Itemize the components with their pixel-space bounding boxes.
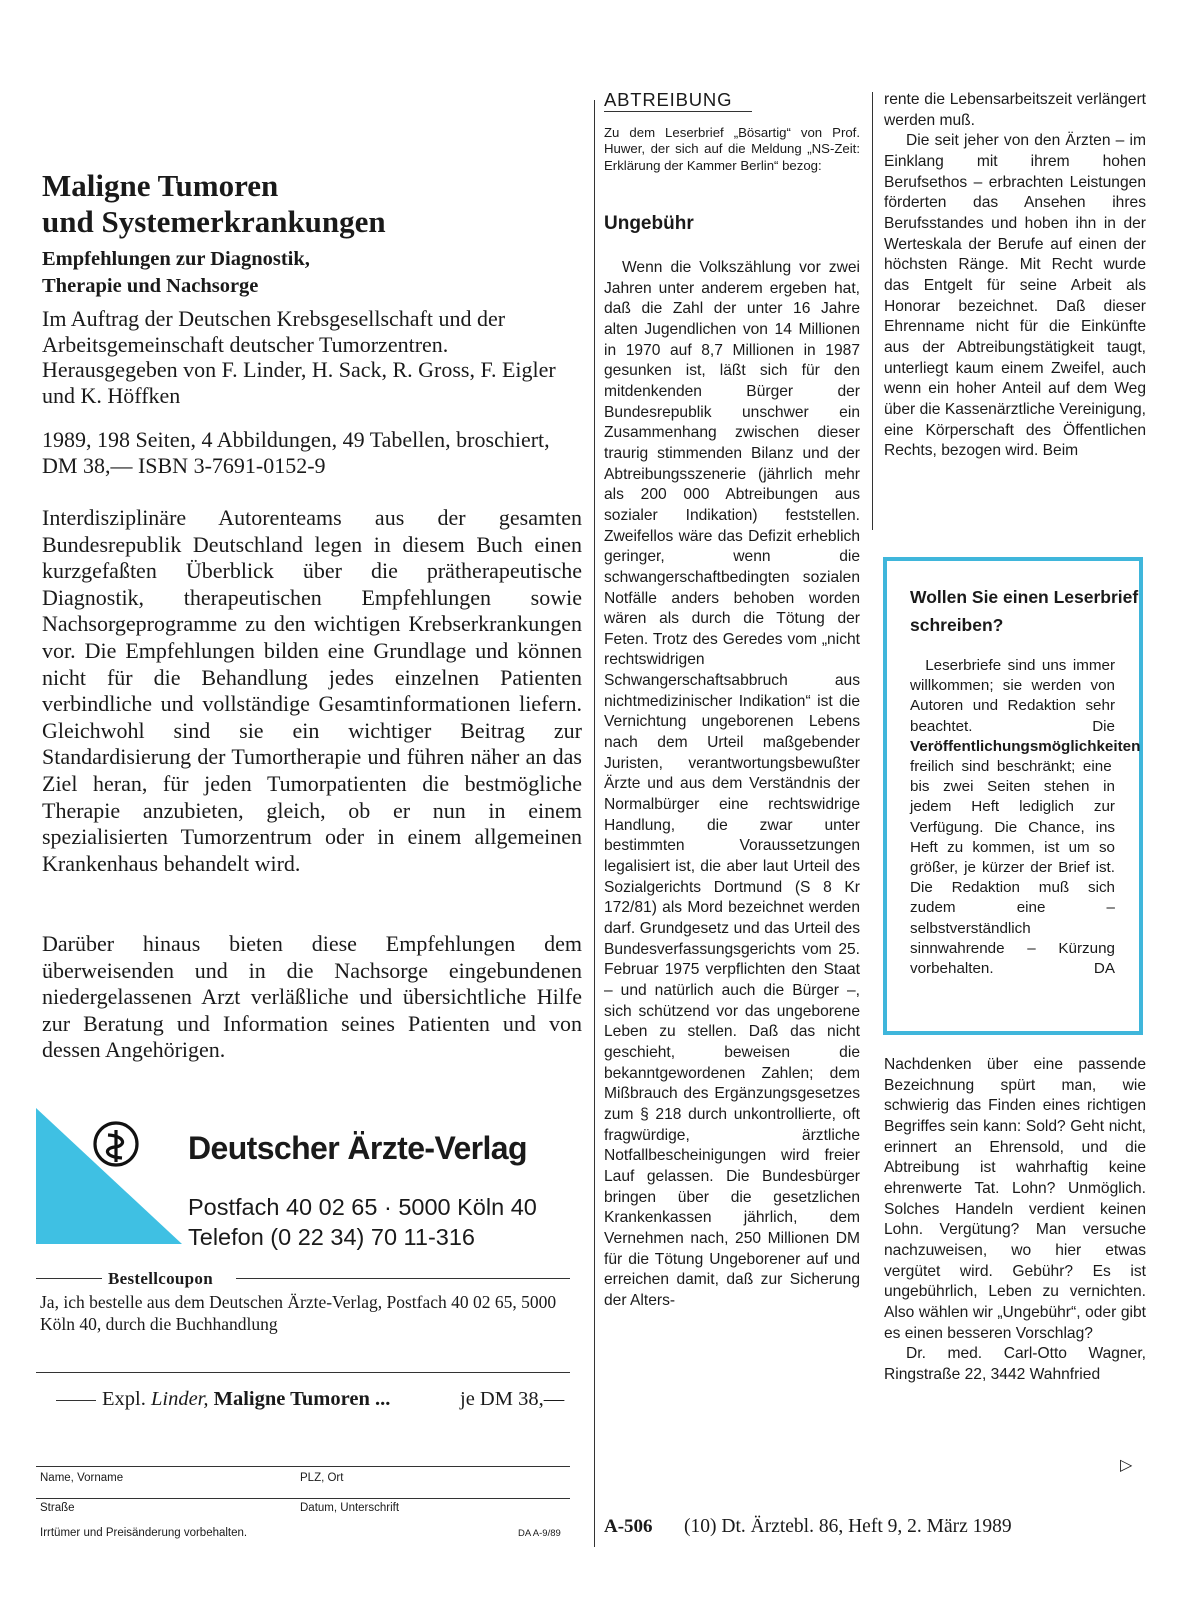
field-label-date: Datum, Unterschrift: [300, 1502, 400, 1514]
publisher-address: [188, 1192, 537, 1252]
continue-arrow-icon: ▷: [1120, 1455, 1133, 1474]
letter-body-right-top: [884, 90, 1146, 462]
coupon-rule: [36, 1372, 570, 1373]
book-commission: Im Auftrag der Deutschen Krebsgesellschaft und der Arbeitsgemeinschaft deutscher Tumorzentren. Herausgegeben von F. Linder, H. Sack, R. Gross, F. Eigler und K. Höffken: [42, 306, 556, 408]
callout-body: [910, 656, 1141, 979]
column-divider: [594, 100, 595, 1547]
letter-author: Dr. med. Carl-Otto Wagner, Ringstraße 22, 3442 Wahnfried: [884, 1345, 1146, 1383]
street-date-field-line[interactable]: [36, 1498, 570, 1499]
order-quantity-field[interactable]: [56, 1400, 96, 1401]
field-label-street: Straße: [40, 1502, 75, 1514]
page-number: A-506: [604, 1516, 653, 1537]
letter-paragraph: rente die Lebensarbeitszeit verlängert werden muß.: [884, 91, 1146, 129]
letter-paragraph: Die seit jeher von den Ärzten – im Einklang mit ihrem hohen Berufsethos – erbrachten Leistungen förderten das Ansehen ihres Berufsstandes und hoben ihn in der Werteskala der Berufe auf einen der höchsten Ränge. Mit Recht wurde das Entgelt für seine Arbeit als Honorar bezeichnet. Daß dieser Ehrenname nicht für die Einkünfte aus der Abtreibungstätigkeit taugt, unterliegt kaum einem Zweifel, auch wenn ein hoher Anteil auf dem Weg über die Kassenärztliche Vereinigung, eine Körperschaft des Öffentlichen Rechts, bezogen wird. Beim: [884, 132, 1146, 460]
book-subtitle-line2: Therapie und Nachsorge: [42, 275, 259, 297]
callout-title: Wollen Sie einen Leserbrief schreiben?: [910, 587, 1139, 635]
field-label-name: Name, Vorname: [40, 1472, 124, 1484]
letter-body-right-bottom: [884, 1055, 1146, 1386]
aesculapius-icon: [95, 1123, 137, 1165]
coupon-price: je DM 38,—: [460, 1388, 565, 1410]
journal-citation: (10) Dt. Ärztebl. 86, Heft 9, 2. März 1989: [684, 1516, 1012, 1537]
book-details: 1989, 198 Seiten, 4 Abbildungen, 49 Tabellen, broschiert, DM 38,— ISBN 3-7691-0152-9: [42, 427, 550, 478]
book-description-paragraph: Interdisziplinäre Autorenteams aus der gesamten Bundesrepublik Deutschland legen in diesem Buch einen kurzgefaßten Überblick über die prätherapeutische Diagnostik, therapeutischen Empfehlungen sowie Nachsorgeprogramme zu den wichtigen Krebserkrankungen vor. Die Empfehlungen bilden eine Grundlage und können nicht für die Behandlung jedes einzelnen Patienten verbindliche und vollständige Gesamtinformationen liefern. Gleichwohl sind sie ein wichtiger Beitrag zur Standardisierung der Tumortherapie und führen näher an das Ziel heran, für jeden Tumorpatienten die bestmögliche Therapie anzubieten, gleich, ob er nun in einem spezialisierten Tumorzentrum oder in einem allgemeinen Krankenhaus behandelt wird.: [42, 505, 582, 876]
name-address-field-line[interactable]: [36, 1466, 570, 1467]
coupon-rule: [36, 1278, 102, 1279]
section-rule: [604, 111, 752, 112]
letter-intro: Zu dem Leserbrief „Bösartig“ von Prof. Huwer, der sich auf die Meldung „NS-Zeit: Erklärung der Kammer Berlin“ bezog:: [604, 125, 860, 173]
order-title: Maligne Tumoren ...: [208, 1388, 391, 1410]
coupon-text: Ja, ich bestelle aus dem Deutschen Ärzte-Verlag, Postfach 40 02 65, 5000 Köln 40, durch die Buchhandlung: [40, 1292, 557, 1334]
column-divider: [872, 92, 873, 530]
callout-text: freilich sind beschränkt; eine bis zwei Seiten stehen in jedem Heft lediglich zur Verfügung. Die Chance, ins Heft zu kommen, ist um so größer, je kürzer der Brief ist. Die Redaktion muß sich zudem eine – selbstverständlich sinnwahrende – Kürzung vorbehalten.: [910, 758, 1115, 978]
coupon-disclaimer: Irrtümer und Preisänderung vorbehalten.: [40, 1527, 248, 1539]
order-prefix: Expl.: [102, 1388, 151, 1410]
letter-headline: Ungebühr: [604, 213, 694, 234]
field-label-plz: PLZ, Ort: [300, 1472, 344, 1484]
letter-body-middle: Wenn die Volkszählung vor zwei Jahren unter anderem ergeben hat, daß die Zahl der unter 16 Jahre alten Jugendlichen von 14 Millionen in 1970 auf 8,7 Millionen in 1987 gesunken ist, läßt sich für den mitdenkenden Bürger der Bundesrepublik unschwer ein Zusammenhang zwischen dieser traurig stimmenden Bilanz und der Abtreibungsszenerie (jährlich mehr als 200 000 Abtreibungen aus sozialer Indikation) feststellen. Zweifellos wäre das Defizit erheblich geringer, wenn die schwangerschaftbedingten sozialen Notfälle anders behoben worden wären als durch die Tötung der Feten. Trotz des Geredes vom „nicht rechtswidrigen Schwangerschaftsabbruch aus nichtmedizinischer Indikation“ ist die Vernichtung ungeborenen Lebens nach dem Urteil maßgebender Juristen, verantwortungsbewußter Ärzte und aus dem Verständnis der Normalbürger eine rechtswidrige Handlung, die zwar unter bestimmten Voraussetzungen legalisiert ist, die aber laut Urteil des Sozialgerichts Dortmund (S 8 Kr 172/81) als Mord bezeichnet werden darf. Grundgesetz und das Urteil des Bundesverfassungsgerichts vom 25. Februar 1975 verpflichten den Staat – und natürlich auch die Bürger –, sich schützend vor das ungeborene Leben zu stellen. Daß das nicht geschieht, beweisen die bekanntgewordenen Zahlen; dem Mißbrauch des Ergänzungsgesetzes zum § 218 durch unkontrollierte, oft fragwürdige, ärztliche Notfallbescheinigungen wird freier Lauf gelassen. Die Bundesbürger bringen über die gesetzlichen Krankenkassen jährlich, dem Vernehmen nach, 250 Millionen DM für die Tötung Ungeborener auf und erreichen damit, daß zur Sicherung der Alters-: [604, 259, 860, 1309]
coupon-order-line: [102, 1388, 390, 1411]
order-author: Linder,: [150, 1388, 209, 1410]
book-description-paragraph: Darüber hinaus bieten diese Empfehlungen dem überweisenden und in die Nachsorge eingebundenen niedergelassenen Arzt verläßliche und übersichtliche Hilfe zur Beratung und Information seines Patienten und von dessen Angehörigen.: [42, 931, 582, 1063]
coupon-title: Bestellcoupon: [108, 1269, 213, 1288]
publisher-logo-triangle: [36, 1108, 182, 1244]
coupon-rule: [236, 1278, 570, 1279]
publisher-postfach: Postfach 40 02 65 · 5000 Köln 40: [188, 1194, 537, 1220]
callout-text: Leserbriefe sind uns immer willkommen; sie werden von Autoren und Redaktion sehr beachtet. Die: [910, 657, 1115, 735]
callout-signature: DA: [1093, 960, 1115, 978]
callout-emphasis: Veröffentlichungsmöglichkeiten: [910, 737, 1141, 755]
book-title-line1: Maligne Tumoren: [42, 168, 279, 203]
book-subtitle-line1: Empfehlungen zur Diagnostik,: [42, 248, 310, 270]
section-header: ABTREIBUNG: [604, 89, 733, 110]
publisher-logo: [36, 1104, 184, 1244]
letter-paragraph: Nachdenken über eine passende Bezeichnung spürt man, wie schwierig das Finden eines richtigen Begriffes sein kann: Sold? Geht nicht, erinnert an Ehrensold, und die Abtreibung ist wahrhaftig keine ehrenwerte Tat. Lohn? Unmöglich. Solches Handeln verdient keinen Lohn. Vergütung? Man versuche nachzuweisen, wo hier etwas vergütet wird. Gebühr? Es ist ungebührlich, Leben zu vernichten. Also wählen wir „Ungebühr“, oder gibt es einen besseren Vorschlag?: [884, 1056, 1146, 1342]
book-subtitle: [42, 246, 562, 300]
coupon-code: DA A-9/89: [518, 1528, 561, 1539]
book-title: [42, 168, 562, 240]
publisher-phone: Telefon (0 22 34) 70 11-316: [188, 1224, 475, 1250]
publisher-name: Deutscher Ärzte-Verlag: [188, 1130, 527, 1166]
book-title-line2: und Systemerkrankungen: [42, 204, 386, 239]
